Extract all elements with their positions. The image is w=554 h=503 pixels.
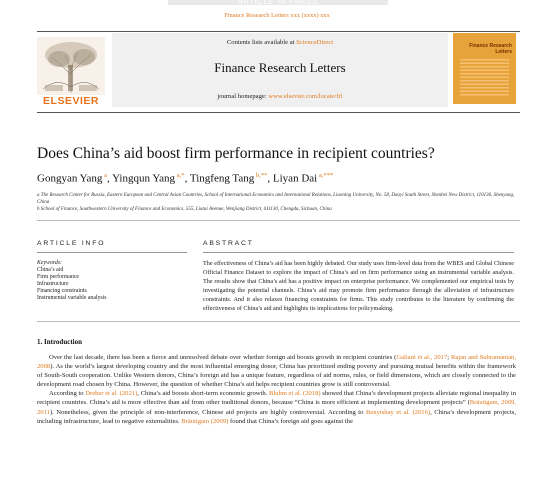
- author-name[interactable]: Liyan Dai: [272, 172, 318, 185]
- author-name[interactable]: Gongyan Yang: [37, 172, 103, 185]
- keyword-item: China’s aid: [37, 267, 64, 273]
- abstract-heading: ABSTRACT: [203, 240, 254, 247]
- intro-paragraph: According to Dreher et al. (2021), China’s aid boosts short-term economic growth. Bluhm et al. (2018) showed that China’s development projects alleviate regional inequality in recipient countries. China’s aid is more effective than aid from other traditional donors, because “China is more efficient at implementing development projects” (Bräutigam, 2009, 2011). Nonetheless, given the principle of non-interference, Chinese aid projects are highly controversial. According to Benyishay et al. (2016), China’s development projects, including infrastructure, lead to negative externalities. Bräutigam (2009) found that China’s foreign aid goes against the: [37, 390, 517, 425]
- header-top-rule: [37, 31, 520, 32]
- author-mark[interactable]: a,*: [175, 172, 185, 179]
- journal-header-box: [112, 33, 448, 107]
- abstract-bottom-rule: [37, 321, 520, 322]
- keywords-label: Keywords:: [37, 260, 62, 266]
- article-info-rule: [37, 252, 187, 253]
- introduction-heading: 1. Introduction: [37, 338, 82, 346]
- abstract-text: The effectiveness of China’s aid has been highly debated. Our study uses firm-level data from the WBES and Global Chinese Official Finance Dataset to explore the impact of China’s aid on firm performance using an instrumental variable analysis. The results show that China’s aid has a positive impact on enterprise performance. We complemented our empirical tests by investigating the potential channels. China’s aid may promote firm performance through the alleviation of infrastructure constraints. And it also relaxes financing constraints for firms. This study contributes to the literature by confirming the effectiveness of China’s aid and highlights its implications for policymaking.: [203, 260, 514, 312]
- elsevier-tree-logo-icon[interactable]: [37, 37, 105, 95]
- keyword-item: Infrastructure: [37, 281, 69, 287]
- citation-link[interactable]: Rajan and Subramanian, 2008: [37, 354, 517, 371]
- citation-link[interactable]: Bluhm et al. (2018): [268, 390, 321, 398]
- journal-citation[interactable]: Finance Research Letters xxx (xxxx) xxx: [224, 12, 330, 19]
- author-name[interactable]: Yingqun Yang: [112, 172, 176, 185]
- author-mark[interactable]: a,***: [317, 172, 334, 179]
- journal-name: Finance Research Letters: [214, 60, 346, 75]
- cover-contents-block: [460, 59, 509, 97]
- keyword-item: Instrumental variable analysis: [37, 295, 107, 301]
- publisher-logo-text: ELSEVIER: [43, 95, 99, 107]
- citation-link[interactable]: Bräutigam (2009): [181, 417, 229, 425]
- journal-homepage: journal homepage: www.elsevier.com/locate/frl: [217, 93, 343, 100]
- citation-link[interactable]: Dreher et al. (2021): [85, 390, 138, 398]
- author-mark[interactable]: b,**: [254, 172, 268, 179]
- citation-link[interactable]: Benyishay et al. (2016): [365, 408, 431, 416]
- author-list: Gongyan Yang $^a$, Yingqun Yang $^{a,*}$, Tingfeng Tang $^{b,**}$, Liyan Dai $^{a,***}$: [37, 172, 334, 185]
- header-bottom-rule: [37, 112, 520, 113]
- contents-availability: Contents lists available at ScienceDirect: [226, 39, 334, 46]
- article-in-press-banner: ARTICLE IN PRESS: [168, 0, 388, 5]
- affiliation-a: a The Research Center for Russia, Eastern European and Central Asian Countries, School of International Economics and International Relations, Liaoning University, No. 58, Daoyi South Street, Shenbei New District, 110136, Shenyang, China: [37, 193, 515, 205]
- journal-homepage-link[interactable]: www.elsevier.com/locate/frl: [268, 93, 343, 100]
- sciencedirect-link[interactable]: ScienceDirect: [296, 39, 334, 46]
- keyword-item: Firm performance: [37, 274, 80, 280]
- citation-link[interactable]: Galiani et al., 2017: [396, 354, 448, 361]
- article-info-heading: ARTICLE INFO: [37, 240, 106, 247]
- journal-cover-thumbnail[interactable]: [453, 33, 516, 104]
- article-title: Does China’s aid boost firm performance in recipient countries?: [37, 145, 435, 162]
- abstract-rule: [203, 252, 514, 253]
- introduction-body: [37, 353, 516, 426]
- keyword-item: Financing constraints: [37, 288, 87, 294]
- author-name[interactable]: Tingfeng Tang: [189, 172, 255, 185]
- affiliation-b: b School of Finance, Southwestern University of Finance and Economics, 555, Liutai Avenue, Wenjiang District, 611130, Chengdu, Sichuan, China: [37, 207, 332, 212]
- cover-title: Finance Research Letters: [469, 43, 512, 55]
- intro-paragraph: Over the last decade, there has been a fierce and unresolved debate over whether foreign aid boosts growth in recipient countries (Galiani et al., 2017; Rajan and Subramanian, 2008). As the world’s largest developing country and the most influential emerging donor, China has prioritized ending poverty and pursuing mutual benefits within the framework of South-South cooperation. Unlike Western donors, China’s foreign aid has a unique feature, regardless of aid norms, rules, or field dimensions, which are closely connected to the development road chosen by China. However, the question of whether China’s aid helps recipient countries grow is still controversial.: [37, 354, 517, 389]
- citation-link[interactable]: Bräutigam, 2009, 2011: [37, 399, 517, 416]
- affiliation-rule: [37, 220, 520, 221]
- author-mark[interactable]: a: [102, 172, 107, 179]
